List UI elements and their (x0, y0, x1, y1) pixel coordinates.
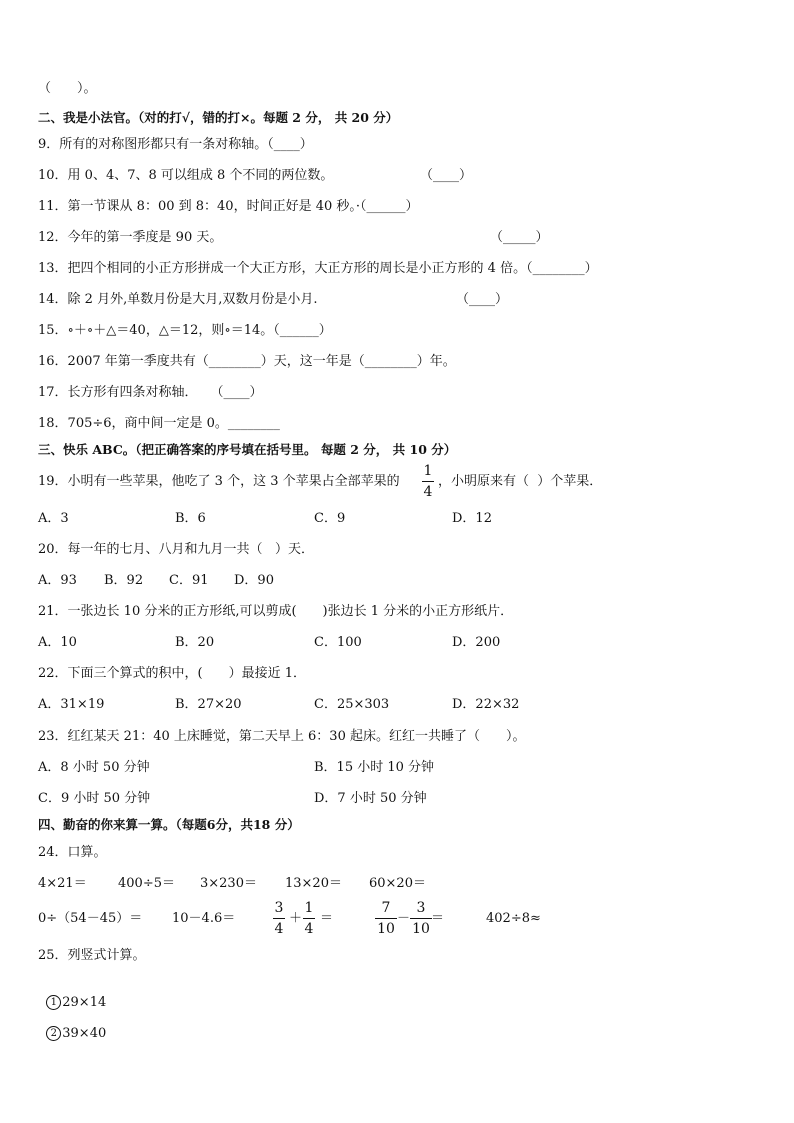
question-23-text: 23．红红某天 21：40 上床睡觉，第二天早上 6：30 起床。红红一共睡了（ ）。 (38, 729, 526, 744)
q20-option-c: C．91 (169, 573, 209, 588)
question-16: 16．2007 年第一季度共有（________）天，这一年是（________）年。 (38, 354, 456, 369)
question-12: 12．今年的第一季度是 90 天。 (38, 230, 223, 245)
calc-6: 0÷（54－45）＝ (38, 911, 143, 926)
q22-option-b: B．27×20 (175, 697, 242, 712)
calc-8-frac-2 (303, 900, 315, 937)
question-9: 9．所有的对称图形都只有一条对称轴。（____） (38, 137, 313, 152)
calc-1: 4×21＝ (38, 876, 87, 891)
question-17: 17．长方形有四条对称轴． （____） (38, 385, 263, 400)
q19-option-d: D．12 (452, 511, 492, 526)
calc-4: 13×20＝ (285, 876, 342, 891)
calc-2: 400÷5＝ (118, 876, 175, 891)
question-10: 10．用 0、4、7、8 可以组成 8 个不同的两位数。 (38, 168, 334, 183)
q21-option-d: D．200 (452, 635, 501, 650)
question-22-text: 22．下面三个算式的积中，( ）最接近 1． (38, 666, 307, 681)
q20-option-a: A．93 (38, 573, 77, 588)
q23-option-c: C．9 小时 50 分钟 (38, 791, 151, 806)
q20-option-b: B．92 (104, 573, 144, 588)
calc-8-operator: ＋ (289, 911, 303, 926)
question-15: 15．∘＋∘＋△＝40，△＝12，则∘＝14。（______） (38, 323, 332, 338)
q19-option-a: A．3 (38, 511, 69, 526)
question-13: 13．把四个相同的小正方形拼成一个大正方形，大正方形的周长是小正方形的 4 倍。（________） (38, 261, 598, 276)
calc-5: 60×20＝ (369, 876, 426, 891)
fraction-numerator: 1 (423, 463, 433, 479)
q23-option-d: D．7 小时 50 分钟 (314, 791, 427, 806)
q22-option-a: A．31×19 (38, 697, 105, 712)
question-11: 11．第一节课从 8：00 到 8：40，时间正好是 40 秒。·（______） (38, 199, 419, 214)
fraction-denominator: 10 (412, 921, 430, 937)
q19-option-b: B．6 (175, 511, 206, 526)
question-19-text: 19．小明有一些苹果，他吃了 3 个，这 3 个苹果占全部苹果的 (38, 474, 400, 489)
question-19-text-after: ，小明原来有（ ）个苹果． (438, 474, 603, 489)
section4-heading: 四、勤奋的你来算一算。（每题6分，共18 分） (38, 817, 300, 832)
question-10-blank: （____） (420, 168, 473, 183)
question-24-label: 24．口算。 (38, 845, 107, 860)
fraction-denominator: 4 (304, 921, 314, 937)
calc-7: 10－4.6＝ (172, 911, 236, 926)
question-18: 18．705÷6，商中间一定是 0。________ (38, 416, 280, 431)
question-12-blank: （_____） (490, 230, 549, 245)
q21-option-c: C．100 (314, 635, 362, 650)
calc-3: 3×230＝ (200, 876, 257, 891)
fraction-bar (422, 481, 434, 482)
q21-option-b: B．20 (175, 635, 215, 650)
q22-option-d: D．22×32 (452, 697, 520, 712)
question-14-blank: （____） (456, 292, 509, 307)
fraction-bar (410, 918, 432, 919)
calc-10: 402÷8≈ (486, 911, 541, 926)
fraction-bar (273, 918, 285, 919)
calc-9-frac-1 (375, 900, 397, 937)
calc-9-frac-2 (410, 900, 432, 937)
q23-option-a: A．8 小时 50 分钟 (38, 760, 150, 775)
calc-9-operator: － (397, 911, 411, 926)
circled-number-2: 2 (46, 1026, 61, 1041)
calc-9-equals: ＝ (431, 911, 445, 926)
q23-option-b: B．15 小时 10 分钟 (314, 760, 435, 775)
fraction-numerator: 1 (304, 900, 314, 916)
q25-item-2 (38, 1010, 106, 1042)
question-14: 14．除 2 月外,单数月份是大月,双数月份是小月. (38, 292, 318, 307)
q22-option-c: C．25×303 (314, 697, 390, 712)
fraction-bar (303, 918, 315, 919)
question-21-text: 21．一张边长 10 分米的正方形纸,可以剪成( )张边长 1 分米的小正方形纸片． (38, 604, 514, 619)
fraction-denominator: 4 (274, 921, 284, 937)
fraction-denominator: 10 (377, 921, 395, 937)
question-25-label: 25．列竖式计算。 (38, 948, 146, 963)
fraction-numerator: 3 (416, 900, 426, 916)
q25-item-1 (38, 979, 106, 1011)
q21-option-a: A．10 (38, 635, 77, 650)
calc-8-equals: ＝ (320, 911, 334, 926)
q19-option-c: C．9 (314, 511, 346, 526)
question-20-text: 20．每一年的七月、八月和九月一共（ ）天． (38, 542, 314, 557)
q25-item-2-expr: 39×40 (62, 1026, 107, 1041)
fraction-numerator: 3 (274, 900, 284, 916)
circled-number-1: 1 (46, 995, 61, 1010)
section2-heading: 二、我是小法官。（对的打√，错的打×。每题 2 分， 共 20 分） (38, 110, 399, 125)
question-19-fraction (422, 463, 434, 500)
section3-heading: 三、快乐 ABC。（把正确答案的序号填在括号里。 每题 2 分， 共 10 分） (38, 442, 457, 457)
fraction-numerator: 7 (381, 900, 391, 916)
fraction-bar (375, 918, 397, 919)
top-answer-line: （ ）。 (38, 81, 97, 96)
fraction-denominator: 4 (423, 484, 433, 500)
q20-option-d: D．90 (234, 573, 274, 588)
q25-item-1-expr: 29×14 (62, 995, 107, 1010)
calc-8-frac-1 (273, 900, 285, 937)
